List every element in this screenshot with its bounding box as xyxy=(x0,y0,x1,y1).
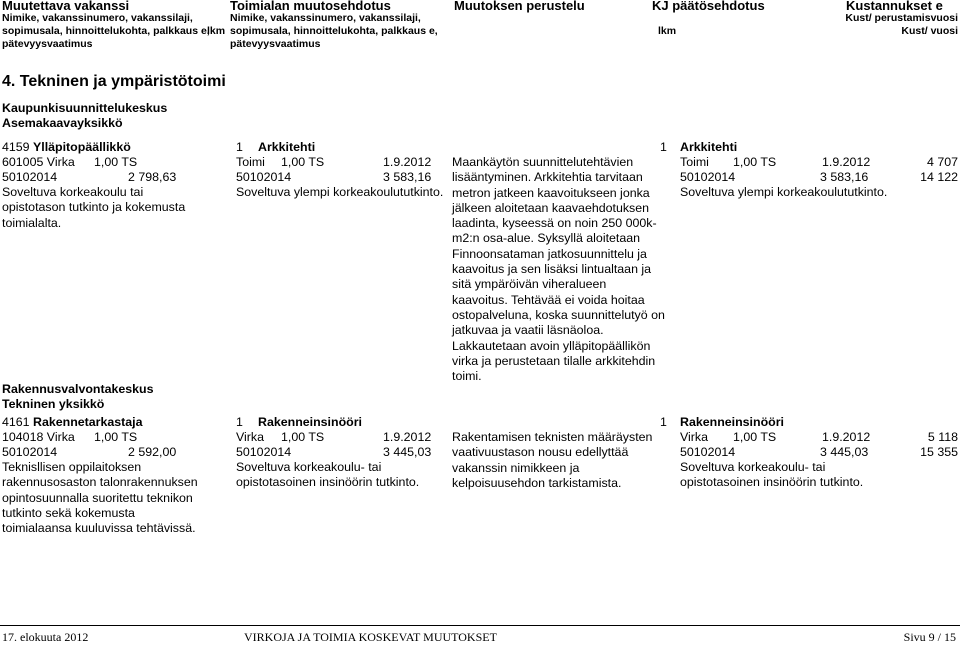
row1-new-line2: 50102014 xyxy=(236,170,292,184)
header-old-sub-3: pätevyysvaatimus xyxy=(2,38,93,50)
footer-rule xyxy=(0,625,960,626)
row2-kj-title: Rakenneinsinööri xyxy=(680,415,784,429)
unit-name: Kaupunkisuunnittelukeskus xyxy=(2,101,168,115)
header-cost-sub-1: Kust/ perustamisvuosi xyxy=(845,12,958,24)
header-reason-title: Muutoksen perustelu xyxy=(454,0,585,13)
header-new-sub-2: sopimusala, hinnoittelukohta, palkkaus e, xyxy=(230,25,438,37)
row1-reason: Maankäytön suunnittelutehtävien lisääntyminen. Arkkitehtia tarvitaan metron jatkeen kaavoitukseen jonka jälkeen aloitetaan kaavaehdotuksen laadinta, kyseessä on noin 250 000k- m2:n osa-alue. Syksyllä aloitetaan Finnoonsataman jatkosuunnittelu ja kaavoitus ja sen lisäksi lintualtaan ja sitä ympäröivän viheralueen kaavoitus. Tehtävää ei voida hoitaa ostopalveluna, koska suunnittelutyö on jatkuvaa ja vaatii läsnäoloa. Lakkautetaan avoin ylläpitopäällikön virka ja perustetaan tilalle arkkitehdin toimi. xyxy=(452,155,665,384)
row2-cost-founding: 5 118 xyxy=(927,430,958,444)
row2-new-date: 1.9.2012 xyxy=(383,430,432,444)
row2-kj-line1: Virka xyxy=(680,430,709,444)
unit2-name: Rakennusvalvontakeskus xyxy=(2,382,154,396)
row1-old-line2: 50102014 xyxy=(2,170,58,184)
row2-new-line2: 50102014 xyxy=(236,445,292,459)
row2-old-line2: 50102014 xyxy=(2,445,58,459)
header-cost-title: Kustannukset e xyxy=(846,0,943,13)
row1-new-lkm: 1 xyxy=(236,140,243,154)
row1-new-line1: Toimi xyxy=(236,155,265,169)
row1-old-title: Ylläpitopäällikkö xyxy=(33,140,131,154)
row1-new-pay: 3 583,16 xyxy=(383,170,432,184)
row2-old-qual: Teknisllisen oppilaitoksen rakennusosaston talonrakennuksen opintosuunnalla suoritettu teknikon tutkinto sekä kokemusta toimialaansa kuuluvissa tehtävissä. xyxy=(2,460,198,536)
section-title: 4. Tekninen ja ympäristötoimi xyxy=(2,73,226,90)
row2-new-qual: Soveltuva korkeakoulu- tai opistotasoinen insinöörin tutkinto. xyxy=(236,460,420,490)
row2-new-pay: 3 445,03 xyxy=(383,445,432,459)
row1-cost-founding: 4 707 xyxy=(926,155,958,169)
row2-kj-qual: Soveltuva korkeakoulu- tai opistotasoinen insinöörin tutkinto. xyxy=(680,460,864,490)
row2-cost-year: 15 355 xyxy=(920,445,958,459)
row2-old-title: Rakennetarkastaja xyxy=(33,415,143,429)
row1-new-ts: 1,00 TS xyxy=(281,155,325,169)
subunit-name: Asemakaavayksikkö xyxy=(2,116,123,130)
row2-new-lkm: 1 xyxy=(236,415,243,429)
header-kj-title: KJ päätösehdotus xyxy=(652,0,765,13)
row1-kj-lkm: 1 xyxy=(660,140,667,154)
row2-old-pay: 2 592,00 xyxy=(128,445,177,459)
header-old-sub-2: sopimusala, hinnoittelukohta, palkkaus e, xyxy=(2,25,210,37)
row2-kj-pay: 3 445,03 xyxy=(820,445,869,459)
row1-kj-line2: 50102014 xyxy=(680,170,736,184)
row2-kj-date: 1.9.2012 xyxy=(822,430,871,444)
header-old-sub-1: Nimike, vakanssinumero, vakanssilaji, xyxy=(2,12,193,24)
row1-new-date: 1.9.2012 xyxy=(383,155,432,169)
header-old-lkm: lkm xyxy=(207,25,226,37)
row2-old-num: 4161 xyxy=(2,415,30,429)
row1-kj-qual: Soveltuva ylempi korkeakoulututkinto. xyxy=(680,185,888,199)
footer-page: Sivu 9 / 15 xyxy=(903,630,956,644)
row1-cost-year: 14 122 xyxy=(920,170,958,184)
row1-new-qual: Soveltuva ylempi korkeakoulututkinto. xyxy=(236,185,444,199)
header-kj-lkm: lkm xyxy=(658,25,677,37)
row1-kj-line1: Toimi xyxy=(680,155,709,169)
header-new-sub-1: Nimike, vakanssinumero, vakanssilaji, xyxy=(230,12,421,24)
header-old-title: Muutettava vakanssi xyxy=(2,0,130,13)
row2-reason: Rakentamisen teknisten määräysten vaativuustason nousu edellyttää vakanssin nimikkeen ja kelpoisuusehdon tarkistamista. xyxy=(452,430,653,490)
row2-kj-lkm: 1 xyxy=(660,415,667,429)
footer-title: VIRKOJA JA TOIMIA KOSKEVAT MUUTOKSET xyxy=(244,630,497,644)
row1-old-pay: 2 798,63 xyxy=(128,170,177,184)
header-cost-sub-2: Kust/ vuosi xyxy=(901,25,958,37)
footer-date: 17. elokuuta 2012 xyxy=(2,630,89,644)
row2-kj-line2: 50102014 xyxy=(680,445,736,459)
row2-new-line1: Virka xyxy=(236,430,265,444)
row1-kj-date: 1.9.2012 xyxy=(822,155,871,169)
row1-old-qual: Soveltuva korkeakoulu tai opistotason tutkinto ja kokemusta toimialalta. xyxy=(2,185,186,230)
row1-old-ts: 1,00 TS xyxy=(94,155,138,169)
row1-old-num: 4159 xyxy=(2,140,30,154)
subunit2-name: Tekninen yksikkö xyxy=(2,397,105,411)
header-new-sub-3: pätevyysvaatimus xyxy=(230,38,321,50)
row2-old-ts: 1,00 TS xyxy=(94,430,138,444)
row2-old-line1: 104018 Virka xyxy=(2,430,75,444)
row1-kj-ts: 1,00 TS xyxy=(733,155,777,169)
row1-old-line1: 601005 Virka xyxy=(2,155,75,169)
row2-kj-ts: 1,00 TS xyxy=(733,430,777,444)
row1-kj-title: Arkkitehti xyxy=(680,140,738,154)
row1-new-title: Arkkitehti xyxy=(258,140,316,154)
header-new-title: Toimialan muutosehdotus xyxy=(230,0,391,13)
row1-kj-pay: 3 583,16 xyxy=(820,170,869,184)
row2-new-ts: 1,00 TS xyxy=(281,430,325,444)
row2-new-title: Rakenneinsinööri xyxy=(258,415,362,429)
